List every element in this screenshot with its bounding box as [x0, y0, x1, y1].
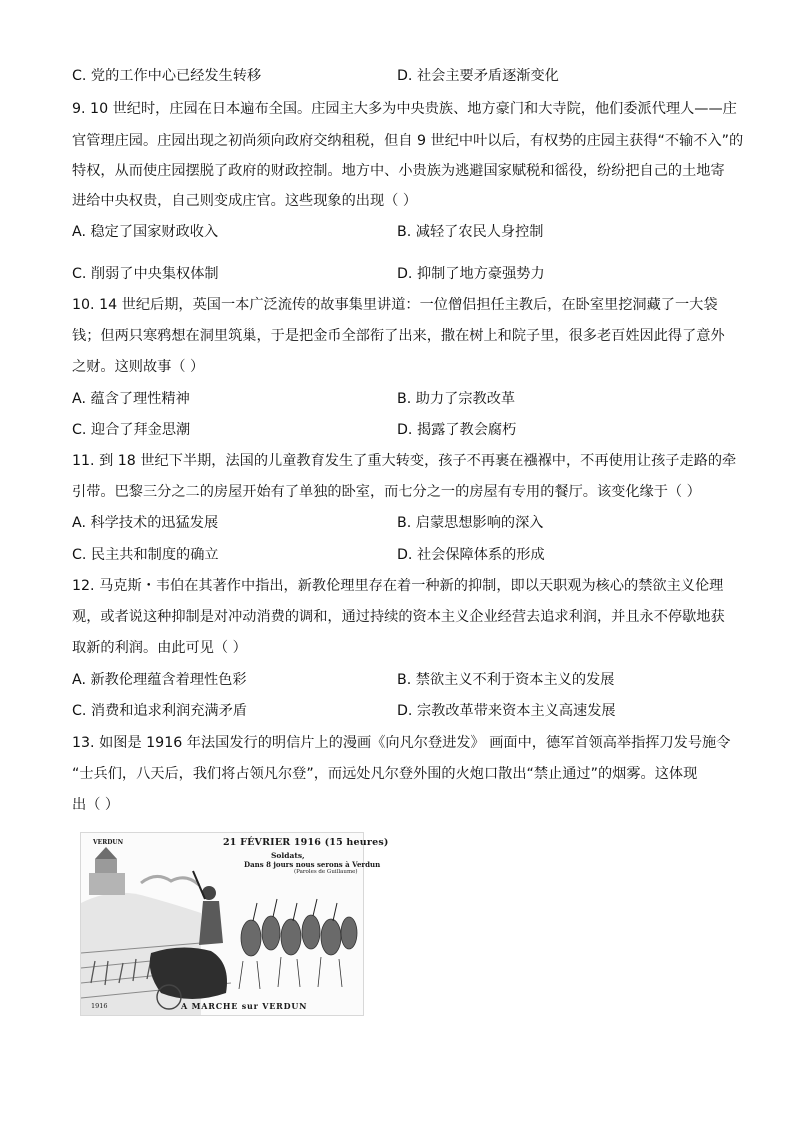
- figure-soldats-text: Soldats,: [271, 851, 305, 860]
- q9-option-c[interactable]: C. 削弱了中央集权体制: [72, 266, 219, 282]
- q10-option-a[interactable]: A. 蕴含了理性精神: [72, 391, 190, 407]
- q11-stem-line-2: 引带。巴黎三分之二的房屋开始有了单独的卧室，而七分之一的房屋有专用的餐厅。该变化缘于（ ）: [72, 484, 701, 500]
- q9-option-b[interactable]: B. 减轻了农民人身控制: [397, 224, 544, 240]
- q12-option-c[interactable]: C. 消费和追求利润充满矛盾: [72, 703, 247, 719]
- fortress-roof: [95, 847, 117, 859]
- figure-date-text: 21 FÉVRIER 1916 (15 heures): [223, 837, 389, 848]
- figure-caption: A MARCHE sur VERDUN: [181, 1001, 308, 1011]
- q10-option-c[interactable]: C. 迎合了拜金思潮: [72, 422, 191, 438]
- q10-stem-line-2: 钱；但两只寒鸦想在洞里筑巢，于是把金币全部衔了出来，撒在树上和院子里，很多老百姓因此得了意外: [72, 328, 725, 344]
- q9-option-a[interactable]: A. 稳定了国家财政收入: [72, 224, 219, 240]
- q11-option-b[interactable]: B. 启蒙思想影响的深入: [397, 515, 544, 531]
- q12-stem-line-1: 12. 马克斯・韦伯在其著作中指出，新教伦理里存在着一种新的抑制，即以天职观为核心的禁欲主义伦理: [72, 578, 724, 594]
- figure-year-text: 1916: [91, 1002, 108, 1010]
- q8-option-c[interactable]: C. 党的工作中心已经发生转移: [72, 68, 262, 84]
- q12-option-a[interactable]: A. 新教伦理蕴含着理性色彩: [72, 672, 247, 688]
- q9-option-d[interactable]: D. 抑制了地方豪强势力: [397, 266, 545, 282]
- q8-option-d[interactable]: D. 社会主要矛盾逐渐变化: [397, 68, 559, 84]
- leader-body: [199, 901, 223, 945]
- q13-stem-line-3: 出（ ）: [72, 797, 120, 813]
- cloak-shape: [150, 947, 227, 999]
- q9-stem-line-3: 特权，从而使庄园摆脱了政府的财政控制。地方中、小贵族为逃避国家赋税和徭役，纷纷把自己的土地寄: [72, 163, 725, 179]
- smoke-line: [141, 876, 199, 885]
- q10-option-d[interactable]: D. 揭露了教会腐朽: [397, 422, 517, 438]
- q9-stem-line-2: 官管理庄园。庄园出现之初尚须向政府交纳租税，但自 9 世纪中叶以后，有权势的庄园主获得“不输不入”的: [72, 133, 744, 149]
- verdun-postcard-image: [80, 832, 389, 1016]
- q11-option-a[interactable]: A. 科学技术的迅猛发展: [72, 515, 219, 531]
- q11-stem-line-1: 11. 到 18 世纪下半期，法国的儿童教育发生了重大转变，孩子不再裹在襁褓中，不再使用让孩子走路的牵: [72, 453, 737, 469]
- q12-option-d[interactable]: D. 宗教改革带来资本主义高速发展: [397, 703, 616, 719]
- leader-sword: [193, 871, 205, 899]
- figure-quote-text: Dans 8 jours nous serons à Verdun: [244, 860, 381, 869]
- q13-stem-line-1: 13. 如图是 1916 年法国发行的明信片上的漫画《向凡尔登进发》 画面中，德军首领高举指挥刀发号施令: [72, 735, 731, 751]
- q10-stem-line-3: 之财。这则故事（ ）: [72, 359, 205, 375]
- q10-option-b[interactable]: B. 助力了宗教改革: [397, 391, 516, 407]
- q11-option-d[interactable]: D. 社会保障体系的形成: [397, 547, 545, 563]
- q9-stem-line-1: 9. 10 世纪时，庄园在日本遍布全国。庄园主大多为中央贵族、地方豪门和大寺院，他们委派代理人——庄: [72, 101, 737, 117]
- q12-option-b[interactable]: B. 禁欲主义不利于资本主义的发展: [397, 672, 615, 688]
- fortress-wall: [89, 873, 125, 895]
- q11-option-c[interactable]: C. 民主共和制度的确立: [72, 547, 219, 563]
- figure-attribution-text: (Paroles de Guillaume): [294, 869, 358, 875]
- q12-stem-line-2: 观，或者说这种抑制是对冲动消费的调和，通过持续的资本主义企业经营去追求利润，并且永不停歇地获: [72, 609, 725, 625]
- soldiers-group: [239, 915, 357, 989]
- bayonets-group: [253, 899, 337, 921]
- q10-stem-line-1: 10. 14 世纪后期，英国一本广泛流传的故事集里讲道：一位僧侣担任主教后，在卧室里挖洞藏了一大袋: [72, 297, 718, 313]
- q12-stem-line-3: 取新的利润。由此可见（ ）: [72, 640, 247, 656]
- q9-stem-line-4: 进给中央权贵，自己则变成庄官。这些现象的出现（ ）: [72, 193, 418, 209]
- q13-stem-line-2: “士兵们，八天后，我们将占领凡尔登”，而远处凡尔登外围的火炮口散出“禁止通过”的烟雾。这体现: [72, 766, 698, 782]
- figure-verdun-label: VERDUN: [93, 839, 124, 846]
